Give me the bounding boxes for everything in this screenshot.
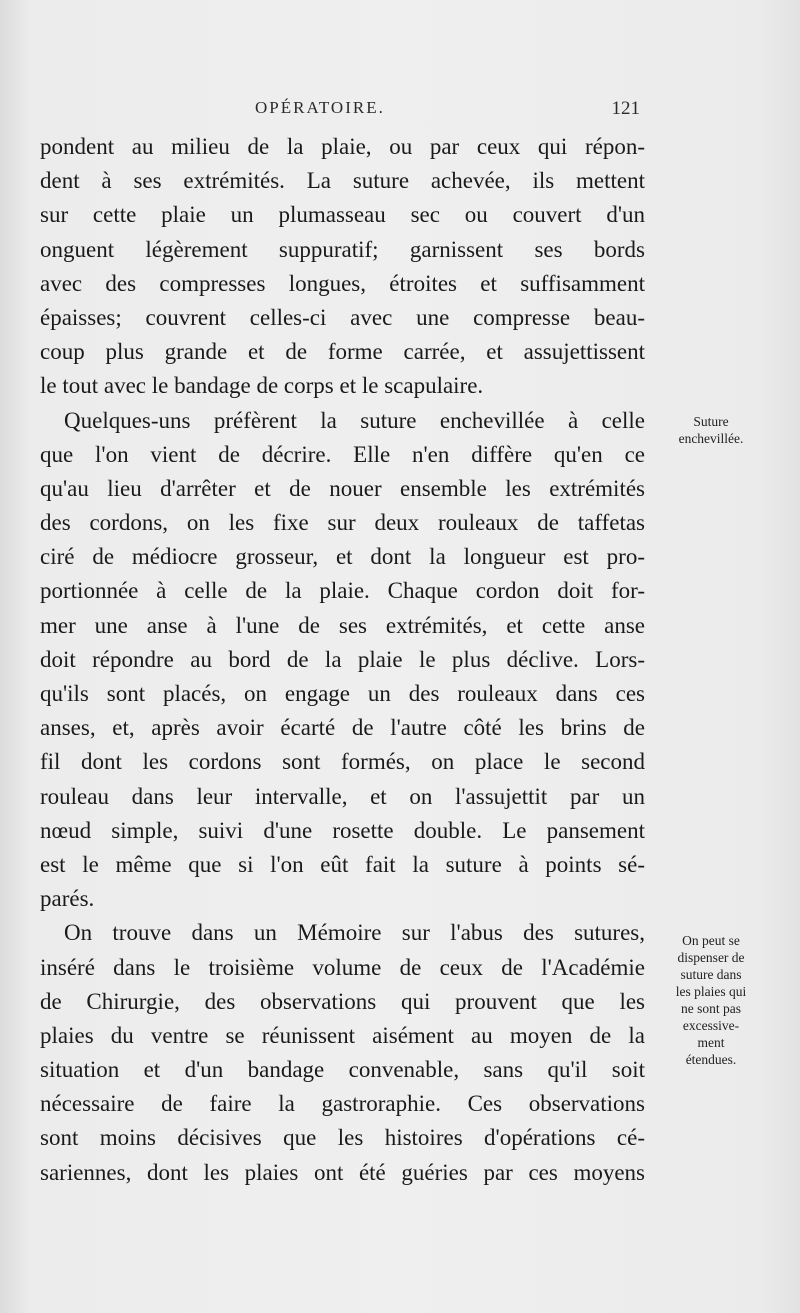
running-head (40, 98, 640, 128)
running-title: OPÉRATOIRE. (255, 98, 385, 117)
margin-note-line: Suture (693, 414, 729, 429)
paragraph-2 (40, 404, 645, 917)
text-line: situation et d'un bandage convenable, sans qu'il soit (40, 1057, 645, 1083)
text-line: rouleau dans leur intervalle, et on l'assujettit par un (40, 783, 645, 809)
text-line: qu'au lieu d'arrêter et de nouer ensemble les extrémités (40, 475, 645, 501)
text-line: On trouve dans un Mémoire sur l'abus des sutures, (64, 920, 645, 946)
margin-note-line: ne sont pas (681, 1001, 741, 1016)
text-line: nœud simple, suivi d'une rosette double. Le pansement (40, 817, 645, 843)
text-line: sur cette plaie un plumasseau sec ou couvert d'un (40, 202, 645, 228)
text-line: fil dont les cordons sont formés, on place le second (40, 749, 645, 775)
text-line: que l'on vient de décrire. Elle n'en diffère qu'en ce (40, 441, 645, 467)
text-line: épaisses; couvrent celles-ci avec une compresse beau- (40, 304, 645, 330)
text-line: des cordons, on les fixe sur deux rouleaux de taffetas (40, 510, 645, 536)
text-line: avec des compresses longues, étroites et suffisamment (40, 270, 645, 296)
text-line: ciré de médiocre grosseur, et dont la longueur est pro- (40, 544, 645, 570)
text-line: inséré dans le troisième volume de ceux de l'Académie (40, 954, 645, 980)
text-line: doit répondre au bord de la plaie le plus déclive. Lors- (40, 646, 645, 672)
margin-note-line: étendues. (685, 1052, 737, 1067)
text-line: de Chirurgie, des observations qui prouvent que les (40, 988, 645, 1014)
text-line: portionnée à celle de la plaie. Chaque cordon doit for- (40, 578, 645, 604)
body-text (40, 130, 645, 1190)
text-line: sont moins décisives que les histoires d'opérations cé- (40, 1125, 645, 1151)
page-number: 121 (611, 98, 640, 119)
margin-note-line: On peut se (682, 933, 740, 948)
text-line: sariennes, dont les plaies ont été guéries par ces moyens (40, 1159, 645, 1185)
text-line: onguent légèrement suppuratif; garnissent ses bords (40, 236, 645, 262)
text-line: nécessaire de faire la gastroraphie. Ces observations (40, 1091, 645, 1117)
margin-note-line: les plaies qui (675, 984, 747, 999)
margin-note-line: enchevillée. (678, 431, 744, 446)
text-line: mer une anse à l'une de ses extrémités, et cette anse (40, 612, 645, 638)
margin-note-line: suture dans (680, 967, 742, 982)
text-line: dent à ses extrémités. La suture achevée, ils mettent (40, 168, 645, 194)
text-line: anses, et, après avoir écarté de l'autre côté les brins de (40, 715, 645, 741)
paragraph-1 (40, 130, 645, 404)
text-line: le tout avec le bandage de corps et le scapulaire. (40, 373, 484, 399)
text-line: pondent au milieu de la plaie, ou par ceux qui répon- (40, 134, 645, 159)
margin-note-line: ment (697, 1035, 725, 1050)
text-line: coup plus grande et de forme carrée, et assujettissent (40, 339, 645, 365)
text-line: parés. (40, 886, 95, 912)
margin-note-suture-enchevillee (655, 413, 767, 447)
text-line: qu'ils sont placés, on engage un des rouleaux dans ces (40, 681, 645, 706)
text-line: est le même que si l'on eût fait la suture à points sé- (40, 851, 645, 877)
text-line: plaies du ventre se réunissent aisément au moyen de la (40, 1022, 645, 1048)
paragraph-3 (40, 916, 645, 1190)
margin-note-line: excessive- (682, 1018, 740, 1033)
text-line: Quelques-uns préfèrent la suture enchevillée à celle (64, 407, 645, 433)
margin-note-dispenser-suture (655, 932, 767, 1068)
margin-note-line: dispenser de (677, 950, 745, 965)
